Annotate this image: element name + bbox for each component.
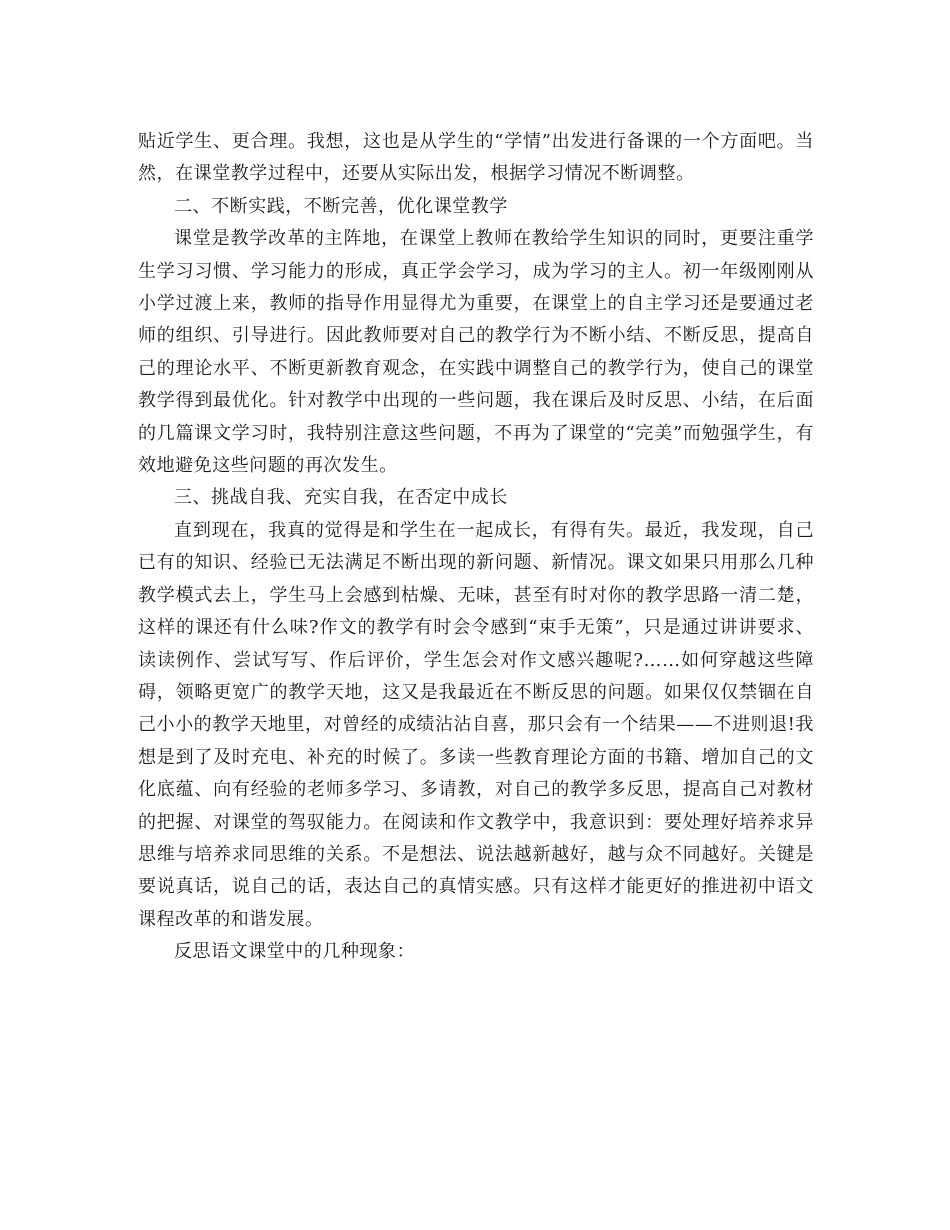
section-heading-2: 二、不断实践，不断完善，优化课堂教学 bbox=[174, 195, 508, 217]
document-body bbox=[138, 126, 814, 969]
paragraph-continuation: 贴近学生、更合理。我想，这也是从学生的“学情”出发进行备课的一个方面吧。当然，在课堂教学过程中，还要从实际出发，根据学习情况不断调整。 bbox=[138, 131, 814, 185]
paragraph-phenomena-intro: 反思语文课堂中的几种现象： bbox=[174, 941, 416, 963]
paragraph-classroom: 课堂是教学改革的主阵地，在课堂上教师在教给学生知识的同时，更要注重学生学习习惯、学习能力的形成，真正学会学习，成为学习的主人。初一年级刚刚从小学过渡上来，教师的指导作用显得尤为重要，在课堂上的自主学习还是要通过老师的组织、引导进行。因此教师要对自己的教学行为不断小结、不断反思，提高自己的理论水平、不断更新教育观念，在实践中调整自己的教学行为，使自己的课堂教学得到最优化。针对教学中出现的一些问题，我在课后及时反思、小结，在后面的几篇课文学习时，我特别注意这些问题，不再为了课堂的“完美”而勉强学生，有效地避免这些问题的再次发生。 bbox=[138, 228, 814, 477]
paragraph-growth: 直到现在，我真的觉得是和学生在一起成长，有得有失。最近，我发现，自己已有的知识、经验已无法满足不断出现的新问题、新情况。课文如果只用那么几种教学模式去上，学生马上会感到枯燥、无味，甚至有时对你的教学思路一清二楚，这样的课还有什么味?作文的教学有时会令感到“束手无策”，只是通过讲讲要求、读读例作、尝试写写、作后评价，学生怎会对作文感兴趣呢?……如何穿越这些障碍，领略更宽广的教学天地，这又是我最近在不断反思的问题。如果仅仅禁锢在自己小小的教学天地里，对曾经的成绩沾沾自喜，那只会有一个结果——不进则退!我想是到了及时充电、补充的时候了。多读一些教育理论方面的书籍、增加自己的文化底蕴、向有经验的老师多学习、多请教，对自己的教学多反思，提高自己对教材的把握、对课堂的驾驭能力。在阅读和作文教学中，我意识到：要处理好培养求异思维与培养求同思维的关系。不是想法、说法越新越好，越与众不同越好。关键是要说真话，说自己的话，表达自己的真情实感。只有这样才能更好的推进初中语文课程改革的和谐发展。 bbox=[138, 519, 814, 930]
section-heading-3: 三、挑战自我、充实自我，在否定中成长 bbox=[174, 487, 508, 509]
